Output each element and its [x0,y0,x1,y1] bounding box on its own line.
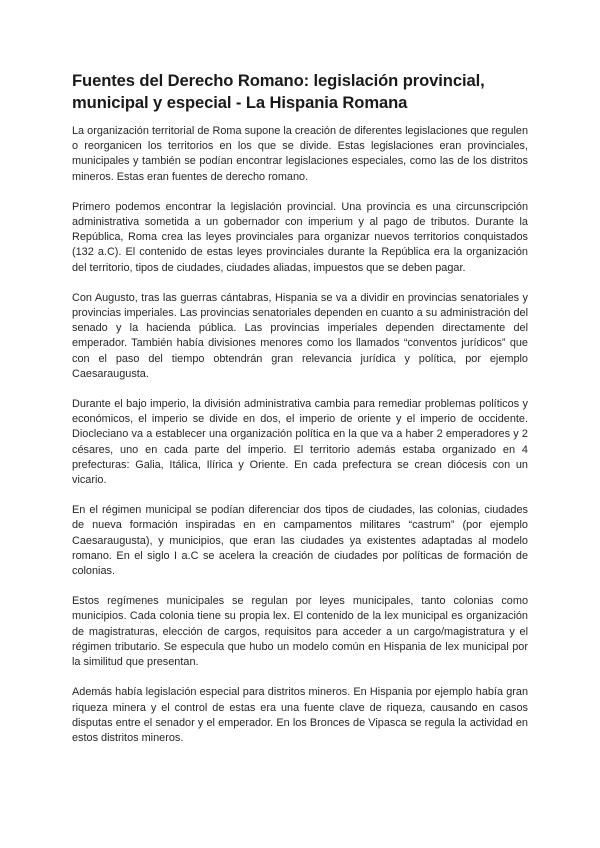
paragraph-distritos-mineros: Además había legislación especial para distritos mineros. En Hispania por ejemplo había gran riqueza minera y el control de estas era una fuente clave de riqueza, causando en casos disputas entre el senador y el emperador. En los Bronces de Vipasca se regula la actividad en estos distritos mineros. [72,686,528,744]
document-title: Fuentes del Derecho Romano: legislación provincial, municipal y especial - La Hispania Romana [72,71,485,112]
document-page [72,70,528,761]
paragraph-bajo-imperio: Durante el bajo imperio, la división administrativa cambia para remediar problemas políticos y económicos, el imperio se divide en dos, el imperio de oriente y el imperio de occidente. Diocleciano va a establecer una organización política en la que va a haber 2 emperadores y 2 césares, uno en cada parte del imperio. El territorio además estaba organizado en 4 prefecturas: Galia, Itálica, Ilírica y Oriente. En cada prefectura se crean diócesis con un vicario. [72,398,528,487]
paragraph-regimen-municipal: En el régimen municipal se podían diferenciar dos tipos de ciudades, las colonias, ciudades de nueva formación inspiradas en en campamentos militares “castrum” (por ejemplo Caesaraugusta), y municipios, que eran las ciudades ya existentes adaptadas al modelo romano. En el siglo I a.C se acelera la creación de ciudades por políticas de formación de colonias. [72,504,528,578]
paragraph-intro: La organización territorial de Roma supone la creación de diferentes legislaciones que regulen o reorganicen los territorios en los que se divide. Estas legislaciones eran provinciales, municipales y también se podían encontrar legislaciones especiales, como las de los distritos mineros. Estas eran fuentes de derecho romano. [72,125,528,183]
paragraph-leyes-municipales: Estos regímenes municipales se regulan por leyes municipales, tanto colonias como municipios. Cada colonia tiene su propia lex. El contenido de la lex municipal es organización de magistraturas, elección de cargos, requisitos para acceder a un cargo/magistratura y el régimen tributario. Se especula que hubo un modelo común en Hispania de lex municipal por la similitud que presentan. [72,595,528,669]
paragraph-augusto: Con Augusto, tras las guerras cántabras, Hispania se va a dividir en provincias senatoriales y provincias imperiales. Las provincias senatoriales dependen en cuanto a su administración del senado y la hacienda pública. Las provincias imperiales dependen directamente del emperador. También había divisiones menores como los llamados “conventos jurídicos” que con el paso del tiempo obtendrán gran relevancia jurídica y política, por ejemplo Caesaraugusta. [72,291,528,380]
paragraph-provincial: Primero podemos encontrar la legislación provincial. Una provincia es una circunscripción administrativa sometida a un gobernador con imperium y al pago de tributos. Durante la República, Roma crea las leyes provinciales para organizar nuevos territorios conquistados (132 a.C). El contenido de estas leyes provinciales durante la República era la organización del territorio, tipos de ciudades, ciudades aliadas, impuestos que se deben pagar. [72,200,528,274]
